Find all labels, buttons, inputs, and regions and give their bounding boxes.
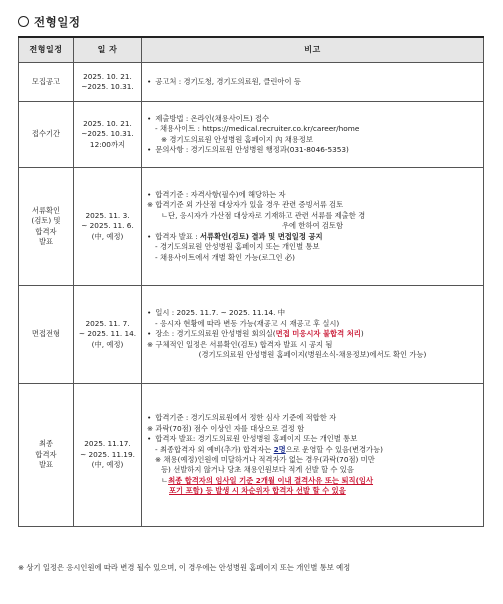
date-text: ~ 2025. 11. 14. — [78, 329, 137, 339]
note-label: 장소 : 경기도의료원 안성병원 회의실( — [155, 329, 276, 339]
note-line — [147, 486, 478, 496]
note-label: 합격자 발표 : — [155, 231, 200, 241]
note-line: • 합격자 발표: 경기도의료원 안성병원 홈페이지 또는 개인별 통보 — [147, 434, 478, 444]
date-cell — [74, 102, 142, 168]
stage-text: 서류확인 — [31, 205, 61, 215]
note-line: - 채용사이트 : https://medical.recruiter.co.kr/career/home — [155, 124, 360, 134]
date-text: ~2025. 10.31. — [81, 82, 134, 91]
note-line: ㄴ단, 응시자가 가산점 대상자로 기재하고 관련 서류를 제출한 경 — [161, 210, 366, 220]
date-text: ~ 2025. 11.19. — [80, 449, 135, 459]
note-label: 으로 운영할 수 있음(변경가능) — [285, 444, 383, 454]
date-text: 2025. 11. 3. — [85, 210, 130, 220]
note-label: ) — [360, 329, 364, 339]
note-line: ※ 채용(예정)인원에 미달하거나 적격자가 없는 경우(과락(70점) 미만 — [155, 455, 375, 464]
note-warning: 최종 합격자의 임사일 기준 2개월 이내 결격사유 또는 퇴직(임사 — [168, 475, 374, 485]
date-cell — [74, 384, 142, 527]
header-notes: 비고 — [142, 37, 484, 63]
date-cell — [74, 286, 142, 384]
note-line: • 일시 : 2025. 11.7. ~ 2025. 11.14. 中 — [147, 308, 478, 318]
note-line — [147, 476, 478, 486]
note-line: ※ 과락(70점) 점수 이상인 자를 대상으로 결정 함 — [147, 423, 305, 433]
note-label: - 최종합격자 외 예비(추가) 합격자는 — [155, 444, 274, 454]
stage-text: 면접전형 — [31, 329, 61, 339]
note-line: • 공고처 : 경기도청, 경기도의료원, 클린아이 등 — [147, 77, 478, 87]
date-text: 2025. 10. 21. — [83, 71, 132, 81]
schedule-table — [18, 36, 484, 527]
date-text: (中, 예정) — [91, 460, 124, 470]
stage-cell — [19, 384, 74, 527]
date-text: ~2025. 10.31. — [81, 129, 134, 139]
section-title-text: 전형일정 — [34, 15, 81, 29]
table-row — [19, 63, 484, 102]
date-text: 2025. 11. 7. — [85, 318, 130, 328]
header-date: 일 자 — [74, 37, 142, 63]
note-line: ※ 구체적인 일정은 서류확인(검토) 합격자 발표 시 공지 됨 — [147, 339, 333, 349]
date-text: 2025. 10. 21. — [83, 118, 132, 128]
note-warning: 포기 포함) 등 발생 시 차순위자 합격자 선발 할 수 있음 — [169, 486, 346, 496]
notes-cell — [142, 102, 484, 168]
table-row — [19, 102, 484, 168]
stage-text: 접수기간 — [31, 129, 61, 139]
note-line: (경기도의료원 안성병원 홈페이지(병원소식-채용정보)에서도 확인 가능) — [198, 350, 427, 360]
table-header-row — [19, 37, 484, 63]
header-stage: 전형일정 — [19, 37, 74, 63]
note-line: • 제출방법 : 온라인(채용사이트) 접수 — [147, 114, 478, 124]
note-line: • 문의사항 : 경기도의료원 안성병원 행정과(031-8046-5353) — [147, 145, 478, 155]
note-line: - 경기도의료원 안성병원 홈페이지 또는 개인별 통보 — [155, 242, 320, 252]
table-row — [19, 384, 484, 527]
note-line: ※ 합격기준 외 가산점 대상자가 있을 경우 관련 증빙서류 검토 — [147, 200, 344, 210]
note-line — [147, 232, 478, 242]
notes-cell — [142, 63, 484, 102]
note-warning: 면접 미응시자 불합격 처리 — [275, 329, 361, 339]
date-cell — [74, 63, 142, 102]
stage-text: 발표 — [38, 236, 54, 246]
date-text: (中, 예정) — [91, 231, 124, 241]
date-text: ~ 2025. 11. 6. — [81, 221, 134, 231]
note-line: 우에 한하여 검토함 — [281, 221, 344, 231]
note-emphasis: 2명 — [273, 444, 286, 454]
stage-cell — [19, 286, 74, 384]
date-text: 12:00까지 — [89, 139, 126, 149]
date-text: 2025. 11.17. — [84, 439, 131, 449]
note-line: • 합격기준 : 경기도의료원에서 정한 심사 기준에 적합한 자 — [147, 413, 478, 423]
stage-cell — [19, 63, 74, 102]
stage-text: 최종 — [38, 439, 54, 449]
stage-text: 합격자 — [35, 226, 57, 236]
notes-cell — [142, 286, 484, 384]
note-line: ※ 경기도의료원 안성병원 홈페이지 內 채용정보 — [161, 134, 313, 144]
table-row — [19, 168, 484, 286]
stage-cell — [19, 102, 74, 168]
date-text: (中, 예정) — [91, 339, 124, 349]
note-line: 등) 선발하지 않거나 당초 채용인원보다 적게 선발 할 수 있음 — [161, 465, 354, 475]
circle-bullet-icon — [18, 16, 29, 27]
notes-cell — [142, 384, 484, 527]
note-emphasis: 서류확인(검토) 결과 및 면접일정 공지 — [199, 231, 323, 241]
stage-text: 발표 — [38, 460, 54, 470]
section-title — [18, 14, 80, 30]
note-label: ㄴ — [161, 475, 169, 485]
table-row — [19, 286, 484, 384]
stage-text: 합격자 — [35, 449, 57, 459]
notes-cell — [142, 168, 484, 286]
stage-text: 모집공고 — [31, 76, 61, 86]
stage-text: (검토) 및 — [31, 216, 61, 226]
stage-cell — [19, 168, 74, 286]
date-cell — [74, 168, 142, 286]
note-line: - 채용사이트에서 개별 확인 가능(로그인 必) — [155, 252, 296, 262]
note-line: - 응시자 현황에 따라 변동 가능(재공고 시 재공고 후 실시) — [155, 318, 340, 328]
note-line — [147, 445, 478, 455]
footnote: ※ 상기 일정은 응시인원에 따라 변경 될수 있으며, 이 경우에는 안성병원 홈페이지 또는 개인별 통보 예정 — [18, 563, 351, 572]
note-line: • 합격기준 : 자격사항(필수)에 해당하는 자 — [147, 190, 478, 200]
note-line — [147, 329, 478, 339]
